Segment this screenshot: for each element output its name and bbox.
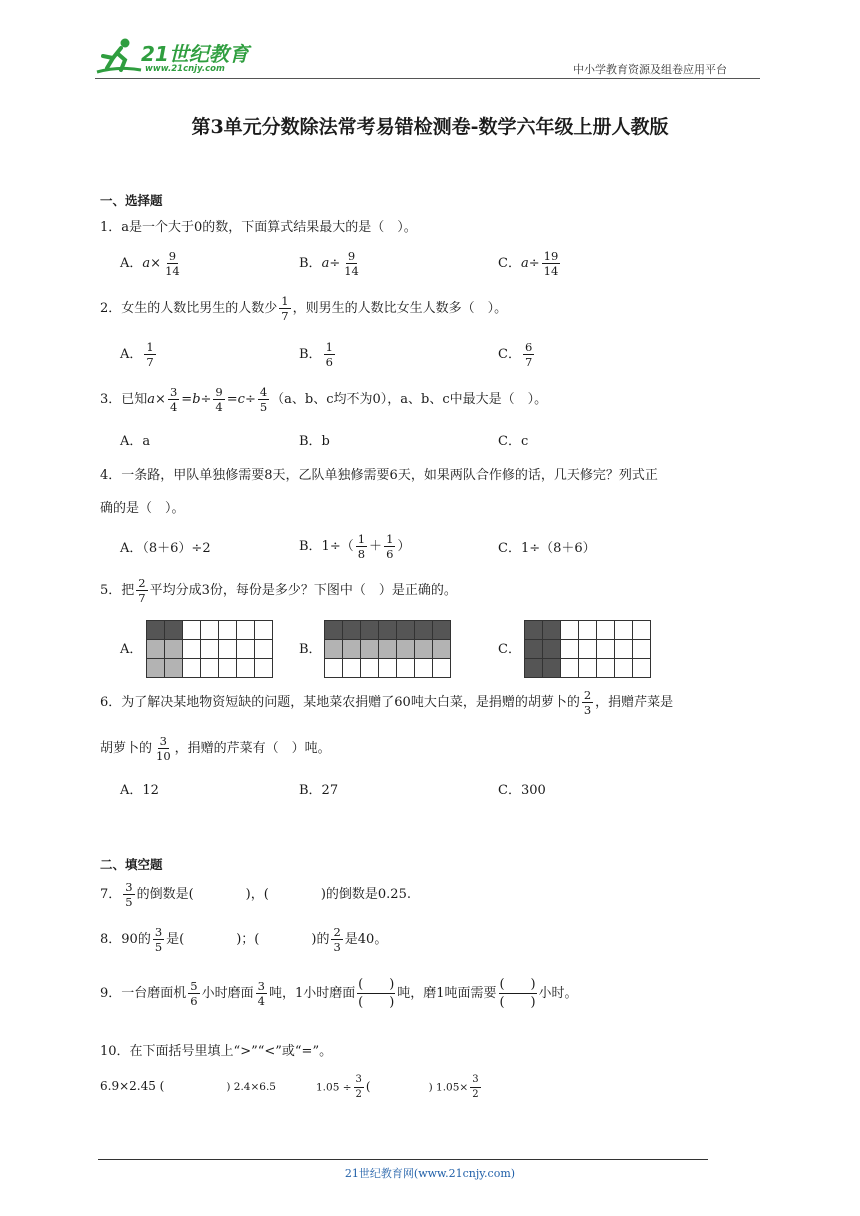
grid-cell [165,621,183,640]
question-10: 10．在下面括号里填上“>”“<”或“=”。 [100,1044,333,1059]
grid-cell [633,640,651,659]
grid-cell [397,659,415,678]
grid-cell [183,621,201,640]
question-5: 5．把 $\frac{2}{7}$ 平均分成3份，每份是多少？下图中（ ）是正确的。 [100,576,457,605]
q2-option-a: A． $\frac{1}{7}$ [120,340,154,369]
grid-cell [219,621,237,640]
grid-cell [579,621,597,640]
q3-option-c: C．c [498,434,529,449]
grid-cell [615,621,633,640]
grid-cell [219,640,237,659]
q9-blank-2[interactable]: $\frac{( )}{( )}$ [499,977,536,1010]
q2-option-c: C． $\frac{6}{7}$ [498,340,533,369]
grid-cell [237,640,255,659]
grid-cell [183,640,201,659]
platform-label: 中小学教育资源及组卷应用平台 [573,63,727,76]
grid-cell [183,659,201,678]
grid-cell [615,640,633,659]
grid-cell [219,659,237,678]
logo [95,36,255,78]
grid-cell [415,621,433,640]
grid-cell [415,659,433,678]
grid-cell [579,640,597,659]
q1-option-a: A．a× $\frac{9}{14}$ [120,249,180,278]
grid-cell [379,659,397,678]
grid-cell [147,621,165,640]
grid-cell [361,659,379,678]
question-9: 9．一台磨面机 $\frac{5}{6}$ 小时磨面 $\frac{3}{4}$ 吨，1小时磨面 $\frac{( )}{( )}$ 吨，磨1吨面需要 $\frac{( )}{( )}$ 小时。 [100,977,578,1010]
question-3: 3．已知a× $\frac{3}{4}$ =b÷ $\frac{9}{4}$ =c÷ $\frac{4}{5}$ （a、b、c均不为0），a、b、c中最大是（ ）。 [100,385,548,414]
grid-cell [579,659,597,678]
q4-option-a: A．（8＋6）÷2 [120,541,211,556]
question-2: 2．女生的人数比男生的人数少 $\frac{1}{7}$ ，则男生的人数比女生人数多（ ）。 [100,294,508,323]
grid-cell [379,640,397,659]
grid-cell [633,659,651,678]
grid-cell [343,640,361,659]
q6-option-a: A．12 [120,783,159,798]
grid-cell [615,659,633,678]
grid-cell [325,659,343,678]
q5-grid-a [146,620,273,678]
footer-rule [98,1159,708,1160]
q10-compare-2: 1.05 ÷ $\frac{3}{2}$ ( ) 1.05× $\frac{3}{2}$ [316,1074,479,1100]
footer-text: 21世纪教育网(www.21cnjy.com) [344,1167,516,1180]
grid-cell [255,659,273,678]
q5-option-c-label: C． [498,642,521,657]
grid-cell [147,659,165,678]
q4-option-b: B．1÷（ $\frac{1}{8}$ ＋ $\frac{1}{6}$ ） [299,532,411,561]
q1-option-b: B．a÷ $\frac{9}{14}$ [299,249,359,278]
question-4-line2: 确的是（ ）。 [100,501,185,516]
question-6-line2: 胡萝卜的 $\frac{3}{10}$ ，捐赠的芹菜有（ ）吨。 [100,734,331,763]
grid-cell [379,621,397,640]
grid-cell [201,621,219,640]
grid-cell [343,659,361,678]
grid-cell [361,621,379,640]
grid-cell [201,640,219,659]
grid-cell [561,621,579,640]
grid-cell [597,659,615,678]
grid-cell [543,621,561,640]
q6-option-b: B．27 [299,783,339,798]
grid-cell [237,621,255,640]
grid-cell [255,621,273,640]
grid-cell [255,640,273,659]
grid-cell [561,659,579,678]
logo-url: www.21cnjy.com [145,64,225,74]
grid-cell [525,659,543,678]
question-8: 8．90的 $\frac{3}{5}$ 是( )；( )的 $\frac{2}{3}$ 是40。 [100,925,388,954]
q5-option-a-label: A． [120,642,143,657]
q3-option-b: B．b [299,434,330,449]
grid-cell [633,621,651,640]
q4-option-c: C．1÷（8＋6） [498,541,596,556]
grid-cell [237,659,255,678]
section-heading-fill: 二、填空题 [100,857,163,872]
logo-text: 21世纪教育 [141,42,249,66]
grid-cell [201,659,219,678]
grid-cell [597,640,615,659]
grid-cell [397,621,415,640]
grid-cell [147,640,165,659]
grid-cell [433,659,451,678]
q9-blank-1[interactable]: $\frac{( )}{( )}$ [358,977,395,1010]
grid-cell [525,621,543,640]
q10-compare-1: 6.9×2.45 ( ) 2.4×6.5 [100,1079,276,1093]
section-heading-choice: 一、选择题 [100,193,163,208]
grid-cell [597,621,615,640]
grid-cell [325,621,343,640]
question-6-line1: 6．为了解决某地物资短缺的问题，某地菜农捐赠了60吨大白菜，是捐赠的胡萝卜的 $\frac{2}{3}$ ，捐赠芹菜是 [100,688,674,717]
logo-runner-icon [95,36,143,76]
grid-cell [525,640,543,659]
page-title: 第3单元分数除法常考易错检测卷-数学六年级上册人教版 [191,116,669,138]
grid-cell [325,640,343,659]
q3-option-a: A．a [120,434,151,449]
grid-cell [433,640,451,659]
grid-cell [165,640,183,659]
grid-cell [433,621,451,640]
question-7: 7． $\frac{3}{5}$ 的倒数是( )，( )的倒数是0.25. [100,880,411,909]
header-rule [95,78,760,79]
grid-cell [543,659,561,678]
q6-option-c: C．300 [498,783,546,798]
q1-option-c: C．a÷ $\frac{19}{14}$ [498,249,559,278]
question-1: 1．a是一个大于0的数，下面算式结果最大的是（ ）。 [100,220,417,235]
q5-grid-c [524,620,651,678]
grid-cell [361,640,379,659]
q5-option-b-label: B． [299,642,322,657]
question-4-line1: 4．一条路，甲队单独修需要8天，乙队单独修需要6天，如果两队合作修的话，几天修完？列式正 [100,468,658,483]
grid-cell [343,621,361,640]
grid-cell [543,640,561,659]
grid-cell [561,640,579,659]
grid-cell [397,640,415,659]
q2-option-b: B． $\frac{1}{6}$ [299,340,333,369]
grid-cell [165,659,183,678]
q5-grid-b [324,620,451,678]
grid-cell [415,640,433,659]
